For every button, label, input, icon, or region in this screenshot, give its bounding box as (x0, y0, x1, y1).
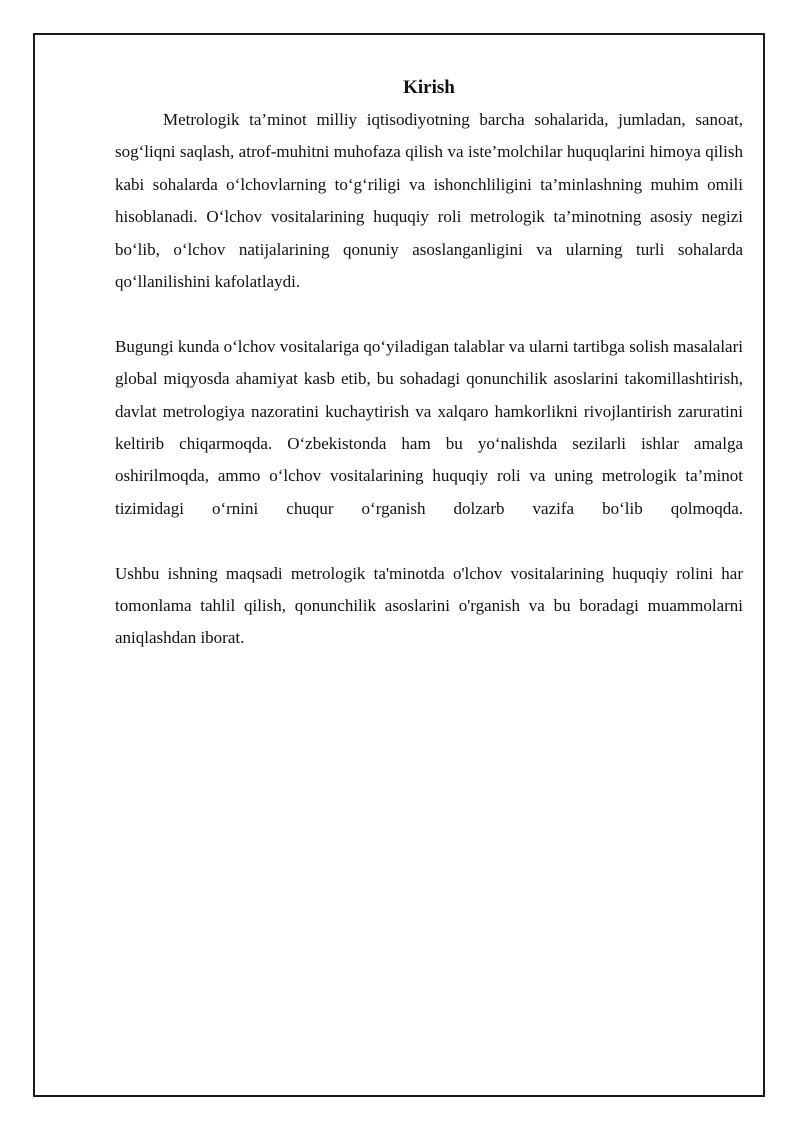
document-title: Kirish (403, 77, 455, 98)
paragraph-spacer (115, 298, 743, 330)
context-paragraph: Bugungi kunda o‘lchov vositalariga qo‘yiladigan talablar va ularni tartibga solish masalalari global miqyosda ahamiyat kasb etib, bu sohadagi qonunchilik asoslarini takomillashtirish, davlat metrologiya nazoratini kuchaytirish va xalqaro hamkorlikni rivojlantirish zaruratini keltirib chiqarmoqda. O‘zbekistonda ham bu yo‘nalishda sezilarli ishlar amalga oshirilmoqda, ammo o‘lchov vositalarining huquqiy roli va uning metrologik ta’minot tizimidagi o‘rnini chuqur o‘rganish dolzarb vazifa bo‘lib qolmoqda. (115, 336, 743, 518)
goal-paragraph: Ushbu ishning maqsadi metrologik ta'minotda o'lchov vositalarining huquqiy rolini har tomonlama tahlil qilish, qonunchilik asoslarini o'rganish va bu boradagi muammolarni aniqlashdan iborat. (115, 563, 743, 648)
intro-paragraph: Metrologik ta’minot milliy iqtisodiyotning barcha sohalarida, jumladan, sanoat, sog‘liqni saqlash, atrof-muhitni muhofaza qilish va iste’molchilar huquqlarini himoya qilish kabi sohalarda o‘lchovlarning to‘g‘riligi va ishonchliligini ta’minlashning muhim omili hisoblanadi. O‘lchov vositalarining huquqiy roli metrologik ta’minotning asosiy negizi bo‘lib, o‘lchov natijalarining qonuniy asoslanganligini va ularning turli sohalarda qo‘llanilishini kafolatlaydi. (115, 110, 743, 292)
document-body (115, 72, 743, 655)
paragraph-spacer (115, 525, 743, 557)
